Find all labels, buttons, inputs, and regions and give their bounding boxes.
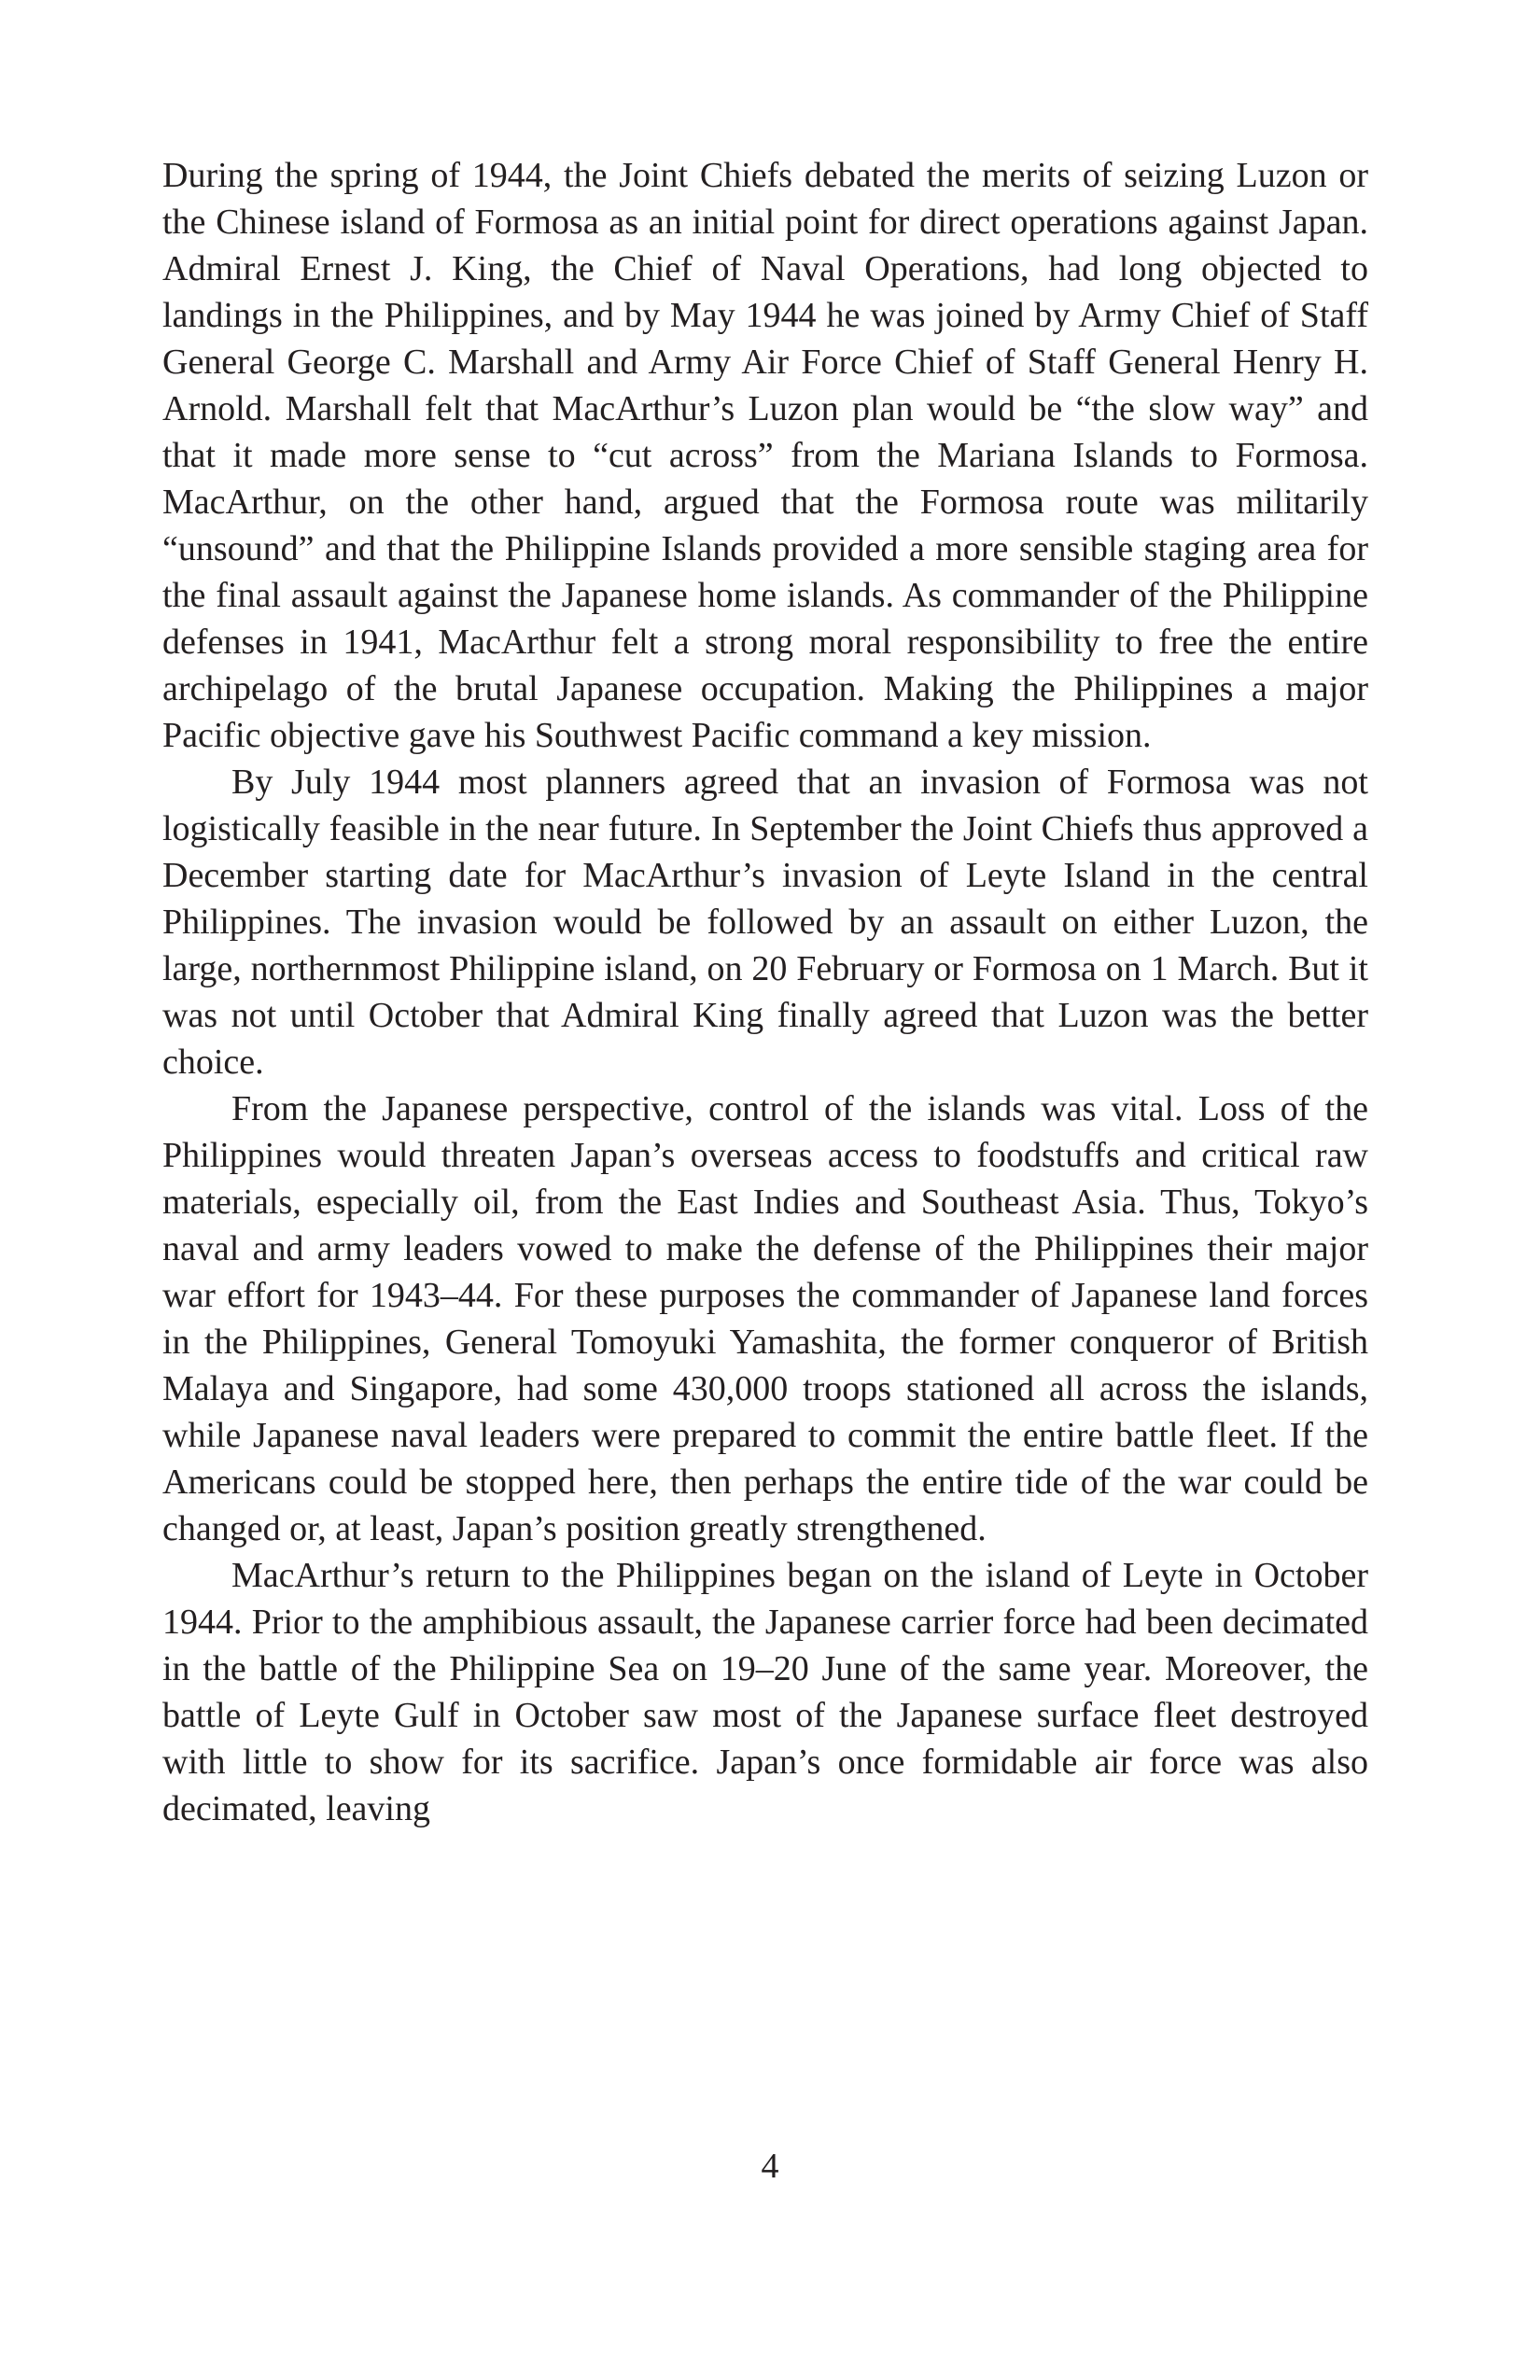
page-number: 4 — [761, 2147, 779, 2186]
paragraph-japanese-perspective: From the Japanese perspective, control of the islands was vital. Loss of the Philippines would threaten Japan’s overseas access to foodstuffs and critical raw materials, especially oil, from the East Indies and Southeast Asia. Thus, Tokyo’s naval and army leaders vowed to make the defense of the Philippines their major war effort for 1943–44. For these purposes the commander of Japanese land forces in the Philippines, General Tomoyuki Yamashita, the former conqueror of British Malaya and Singapore, had some 430,000 troops stationed all across the islands, while Japanese naval leaders were prepared to commit the entire battle fleet. If the Americans could be stopped here, then perhaps the entire tide of the war could be changed or, at least, Japan’s position greatly strengthened. — [162, 1089, 1368, 1548]
paragraph-july-1944-planning: By July 1944 most planners agreed that an invasion of Formosa was not logistically feasible in the near future. In September the Joint Chiefs thus approved a December starting date for MacArthur’s invasion of Leyte Island in the central Philippines. The invasion would be followed by an assault on either Luzon, the large, northernmost Philippine island, on 20 February or Formosa on 1 March. But it was not until October that Admiral King finally agreed that Luzon was the better choice. — [162, 763, 1368, 1082]
paragraph-joint-chiefs-debate: During the spring of 1944, the Joint Chiefs debated the merits of seizing Luzon or the Chinese island of Formosa as an initial point for direct operations against Japan. Admiral Ernest J. King, the Chief of Naval Operations, had long objected to landings in the Philippines, and by May 1944 he was joined by Army Chief of Staff General George C. Marshall and Army Air Force Chief of Staff General Henry H. Arnold. Marshall felt that MacArthur’s Luzon plan would be “the slow way” and that it made more sense to “cut across” from the Mariana Islands to Formosa. MacArthur, on the other hand, argued that the Formosa route was militarily “unsound” and that the Philippine Islands provided a more sensible staging area for the final assault against the Japanese home islands. As commander of the Philippine defenses in 1941, MacArthur felt a strong moral responsibility to free the entire archipelago of the brutal Japanese occupation. Making the Philippines a major Pacific objective gave his Southwest Pacific command a key mission. — [162, 156, 1368, 755]
body-text — [162, 152, 1368, 1832]
paragraph-return-to-leyte: MacArthur’s return to the Philippines began on the island of Leyte in October 1944. Prior to the amphibious assault, the Japanese carrier force had been decimated in the battle of the Philippine Sea on 19–20 June of the same year. Moreover, the battle of Leyte Gulf in October saw most of the Japanese surface fleet destroyed with little to show for its sacrifice. Japan’s once formidable air force was also decimated, leaving — [162, 1556, 1368, 1828]
